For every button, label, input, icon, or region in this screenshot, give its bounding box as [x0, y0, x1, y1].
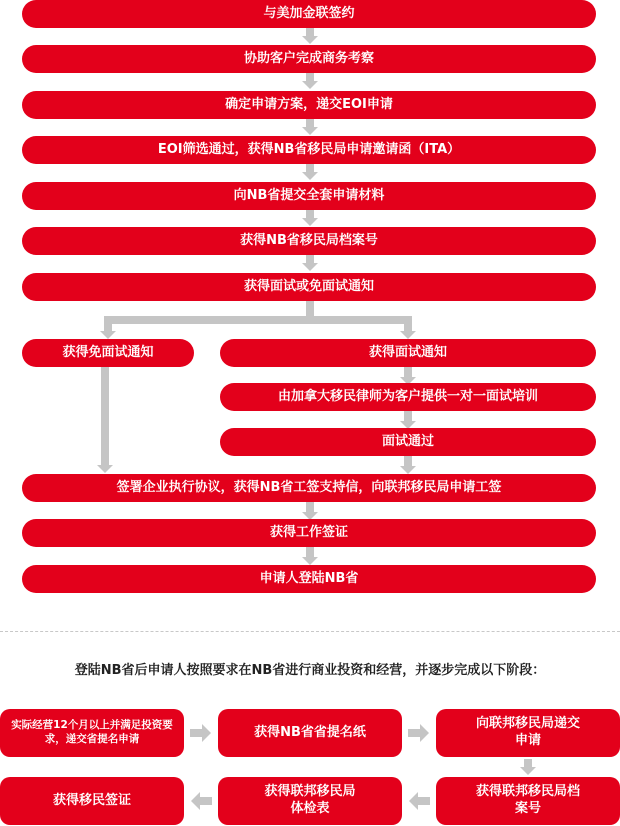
step-file-number: [22, 227, 596, 255]
branch-interview-waived: [22, 339, 194, 367]
stage-intro-text: 登陆NB省后申请人按照要求在NB省进行商业投资和经营，并逐步完成以下阶段：: [74, 663, 546, 678]
step-label: 获得面试通知: [368, 344, 447, 360]
stage-label: 获得NB省省提名纸: [254, 724, 366, 740]
stage-nomination-application: [0, 709, 184, 757]
step-submit-eoi: [22, 91, 596, 119]
stage-immigrant-visa: [0, 777, 184, 825]
step-label: 向NB省提交全套申请材料: [233, 187, 385, 203]
step-label: 获得NB省移民局档案号: [240, 232, 378, 248]
step-label: 面试通过: [381, 433, 434, 449]
step-label: 获得工作签证: [269, 524, 348, 540]
step-interview-training: [220, 383, 596, 411]
stage-label: 获得联邦移民局体检表: [264, 784, 356, 816]
step-business-visit: [22, 45, 596, 73]
stage-federal-application: [436, 709, 620, 757]
step-label: EOI筛选通过，获得NB省移民局申请邀请函（ITA）: [157, 141, 461, 157]
stage-nomination-certificate: [218, 709, 402, 757]
stage-label: 获得移民签证: [52, 792, 131, 808]
step-sign-contract: [22, 0, 596, 28]
step-label: 签署企业执行协议，获得NB省工签支持信，向联邦移民局申请工签: [116, 479, 502, 495]
step-label: 申请人登陆NB省: [259, 570, 359, 586]
stage-label: 获得联邦移民局档案号: [476, 784, 581, 816]
stage-label: 实际经营12个月以上并满足投资要求，递交省提名申请: [11, 719, 173, 745]
step-label: 获得免面试通知: [62, 344, 154, 360]
step-label: 协助客户完成商务考察: [243, 50, 374, 66]
step-work-visa: [22, 519, 596, 547]
dashed-divider: [0, 631, 620, 632]
stage-medical-form: [218, 777, 402, 825]
step-label: 获得面试或免面试通知: [243, 278, 374, 294]
branch-interview-required: [220, 339, 596, 367]
stage-federal-file-number: [436, 777, 620, 825]
step-work-permit-application: [22, 474, 596, 502]
step-label: 由加拿大移民律师为客户提供一对一面试培训: [277, 388, 538, 404]
step-interview-notice: [22, 273, 596, 301]
step-label: 确定申请方案，递交EOI申请: [225, 96, 393, 112]
step-land-nb: [22, 565, 596, 593]
step-label: 与美加金联签约: [263, 5, 355, 21]
stage-label: 向联邦移民局递交申请: [476, 716, 581, 748]
step-submit-materials: [22, 182, 596, 210]
step-receive-ita: [22, 136, 596, 164]
step-interview-pass: [220, 428, 596, 456]
